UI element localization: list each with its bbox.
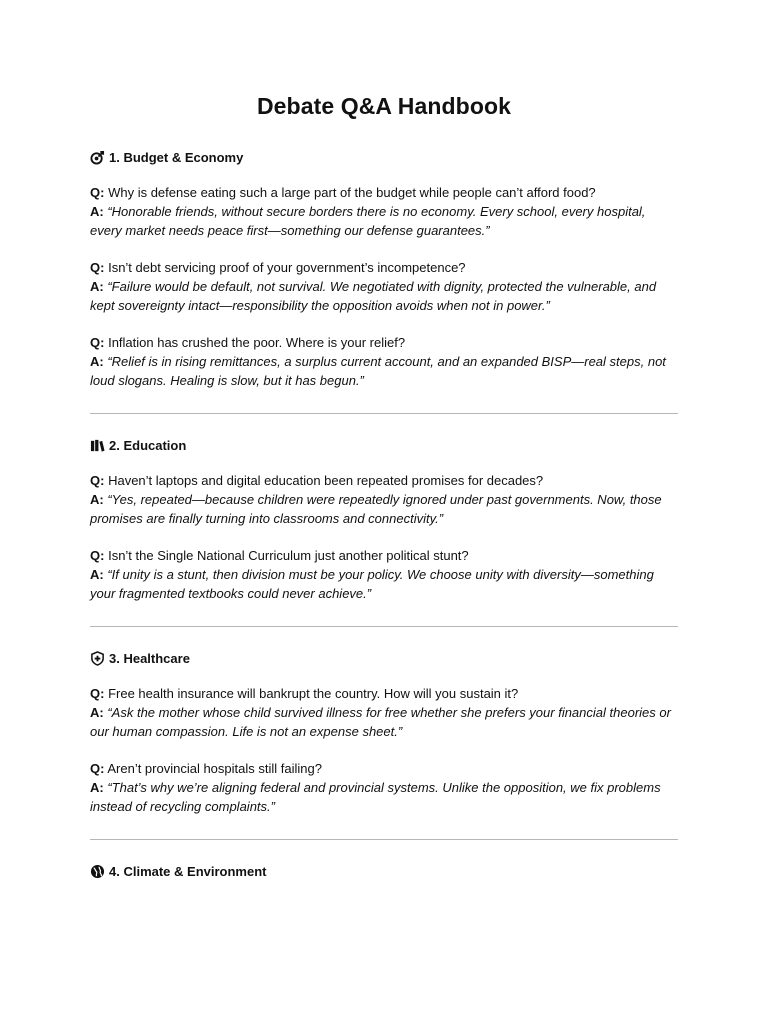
answer-text: “Failure would be default, not survival. We negotiated with dignity, protected the vulnerable, and kept sovereignty intact—responsibility the opposition avoids when not in power.” bbox=[90, 279, 657, 313]
chart-target-icon bbox=[90, 150, 105, 165]
section-heading-healthcare bbox=[90, 651, 678, 666]
section-heading-label: 1. Budget & Economy bbox=[109, 150, 244, 165]
answer-text: “Yes, repeated—because children were repeatedly ignored under past governments. Now, those promises are finally turning into classrooms and connectivity.” bbox=[90, 492, 662, 526]
qa-item: Q: Isn’t debt servicing proof of your government’s incompetence? A: “Failure would be default, not survival. We negotiated with dignity, protected the vulnerable, and kept sovereignty intact—responsibility the opposition avoids when not in power.” bbox=[90, 260, 657, 313]
qa-item: Q: Isn’t the Single National Curriculum just another political stunt? A: “If unity is a stunt, then division must be your policy. We choose unity with diversity—something your fragmented textbooks could never achieve.” bbox=[90, 548, 654, 601]
question-text: Free health insurance will bankrupt the country. How will you sustain it? bbox=[108, 686, 519, 701]
qa-item: Q: Inflation has crushed the poor. Where is your relief? A: “Relief is in rising remittances, a surplus current account, and an expanded BISP—real steps, not loud slogans. Healing is slow, but it has begun.” bbox=[90, 335, 666, 388]
section-heading-climate-environment bbox=[90, 864, 678, 879]
qa-item: Q: Free health insurance will bankrupt the country. How will you sustain it? A: “Ask the mother whose child survived illness for free whether she prefers your financial theories or our human compassion. Life is not an expense sheet.” bbox=[90, 686, 671, 739]
question-text: Haven’t laptops and digital education been repeated promises for decades? bbox=[108, 473, 544, 488]
section-heading-education bbox=[90, 438, 678, 453]
section-heading-budget-economy bbox=[90, 150, 678, 165]
page-title: Debate Q&A Handbook bbox=[256, 93, 512, 119]
medical-shield-icon bbox=[90, 651, 105, 666]
answer-text: “Relief is in rising remittances, a surplus current account, and an expanded BISP—real steps, not loud slogans. Healing is slow, but it has begun.” bbox=[90, 354, 666, 388]
answer-text: “Ask the mother whose child survived illness for free whether she prefers your financial theories or our human compassion. Life is not an expense sheet.” bbox=[90, 705, 671, 739]
question-text: Isn’t the Single National Curriculum just another political stunt? bbox=[108, 548, 469, 563]
globe-icon bbox=[90, 864, 105, 879]
question-text: Aren’t provincial hospitals still failing? bbox=[107, 761, 322, 776]
section-heading-label: 3. Healthcare bbox=[109, 651, 190, 666]
answer-text: “Honorable friends, without secure borders there is no economy. Every school, every hospital, every market needs peace first—something our defense guarantees.” bbox=[90, 204, 646, 238]
qa-item: Q: Haven’t laptops and digital education been repeated promises for decades? A: “Yes, repeated—because children were repeatedly ignored under past governments. Now, those promises are finally turning into classrooms and connectivity.” bbox=[90, 473, 662, 526]
section-heading-label: 4. Climate & Environment bbox=[109, 864, 267, 879]
answer-text: “That’s why we’re aligning federal and provincial systems. Unlike the opposition, we fix problems instead of recycling complaints.” bbox=[90, 780, 661, 814]
answer-text: “If unity is a stunt, then division must be your policy. We choose unity with diversity—something your fragmented textbooks could never achieve.” bbox=[90, 567, 654, 601]
question-text: Isn’t debt servicing proof of your government’s incompetence? bbox=[108, 260, 466, 275]
question-text: Inflation has crushed the poor. Where is your relief? bbox=[108, 335, 406, 350]
qa-item: Q: Why is defense eating such a large part of the budget while people can’t afford food? A: “Honorable friends, without secure borders there is no economy. Every school, every hospital, every market needs peace first—something our defense guarantees.” bbox=[90, 185, 646, 238]
section-heading-label: 2. Education bbox=[109, 438, 187, 453]
question-text: Why is defense eating such a large part of the budget while people can’t afford food? bbox=[108, 185, 596, 200]
qa-item: Q: Aren’t provincial hospitals still failing? A: “That’s why we’re aligning federal and provincial systems. Unlike the opposition, we fix problems instead of recycling complaints.” bbox=[90, 761, 661, 814]
books-icon bbox=[90, 438, 105, 453]
